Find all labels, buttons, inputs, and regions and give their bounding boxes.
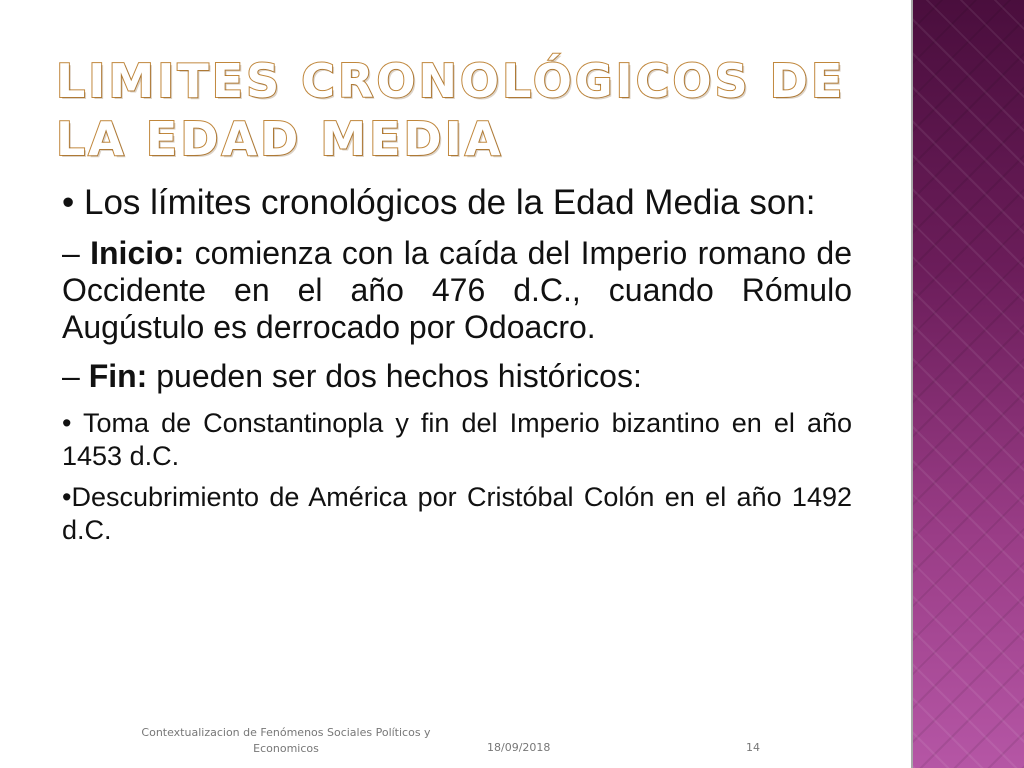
slide-content xyxy=(62,182,852,547)
footer-page-number: 14 xyxy=(746,741,760,754)
inicio-dash: – xyxy=(62,235,91,271)
event-constantinople: • Toma de Constantinopla y fin del Imperio bizantino en el año 1453 d.C. xyxy=(62,408,852,471)
decorative-side-panel xyxy=(913,0,1024,768)
inicio-label: Inicio: xyxy=(90,235,185,271)
intro-bullet: • Los límites cronológicos de la Edad Media son: xyxy=(62,183,816,222)
inicio-text: comienza con la caída del Imperio romano de Occidente en el año 476 d.C., cuando Rómulo Augústulo es derrocado por Odoacro. xyxy=(62,235,853,345)
fin-label: Fin: xyxy=(88,358,148,394)
inicio-item xyxy=(62,235,852,346)
footer-date: 18/09/2018 xyxy=(487,741,551,754)
fin-dash: – xyxy=(62,358,89,394)
slide-title: LIMITES CRONOLÓGICOS DE LA EDAD MEDIA xyxy=(56,54,846,166)
footer-course: Contextualizacion de Fenómenos Sociales Políticos y Economicos xyxy=(141,726,431,755)
event-america: •Descubrimiento de América por Cristóbal Colón en el año 1492 d.C. xyxy=(62,482,852,545)
fin-item xyxy=(62,358,852,395)
fin-text: pueden ser dos hechos históricos: xyxy=(147,358,642,394)
